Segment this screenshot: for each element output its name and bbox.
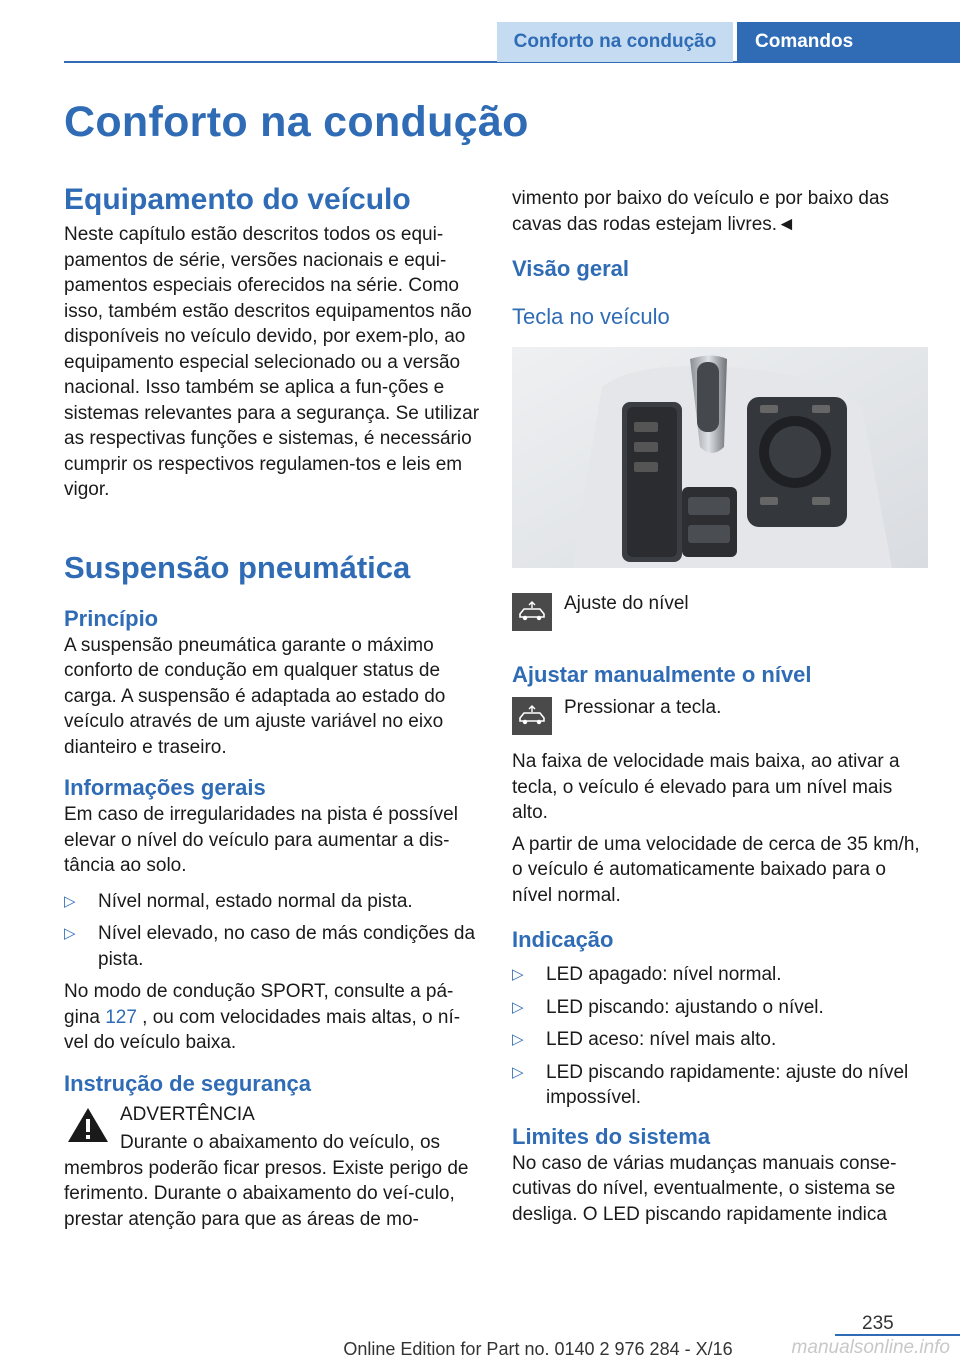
- caption-ajuste: Ajuste do nível: [564, 593, 689, 614]
- press-instruction: Pressionar a tecla.: [564, 697, 722, 718]
- list-item: ▷ Nível normal, estado normal da pista.: [64, 889, 480, 915]
- paragraph-principio: A suspensão pneumática garante o máximo conforto de condução em qualquer status de carga. A suspensão é adaptada ao estado do veículo através de um ajuste variável no eixo dianteiro e traseiro.: [64, 634, 446, 758]
- heading-equipamento: Equipamento do veículo: [64, 183, 411, 216]
- paragraph-equipamento: Neste capítulo estão descritos todos os equi-pamentos de série, versões nacionais e equi-pamentos especiais oferecidos na série. Como isso, também estão descritos equipamentos não disponíveis no veículo devido, por exem-plo, ao equipamento especial selecionado ou a versão nacional. Isso também se aplica a fun-ções e sistemas relevantes para a segurança. Se utilizar as respectivas funções e sistemas, é necessário cumprir os respectivos regulamen-tos e leis em vigor.: [64, 224, 480, 500]
- heading-suspensao: Suspensão pneumática: [64, 549, 411, 585]
- warning-title: ADVERTÊNCIA: [120, 1103, 255, 1125]
- press-row: [512, 695, 928, 735]
- right-column: [512, 182, 928, 1227]
- paragraph-informacoes: Em caso de irregularidades na pista é possível elevar o nível do veículo para aumentar a dis-tância ao solo.: [64, 804, 458, 876]
- paragraph-sport: No modo de condução SPORT, consulte a pá-gina 127 , ou com velocidades mais altas, o ní-vel do veículo baixa.: [64, 981, 461, 1053]
- paragraph-partir: A partir de uma velocidade de cerca de 35 km/h, o veículo é automaticamente baixado para o nível normal.: [512, 833, 920, 906]
- header-section-tab[interactable]: Conforto na condução: [497, 22, 733, 62]
- footer-rule: [835, 1334, 960, 1336]
- paragraph-faixa: Na faixa de velocidade mais baixa, ao ativar a tecla, o veículo é elevado para um nível mais alto.: [512, 751, 900, 823]
- heading-limites: Limites do sistema: [512, 1123, 711, 1149]
- left-column: [64, 182, 480, 1232]
- heading-tecla: Tecla no veículo: [512, 304, 670, 329]
- triangle-bullet-icon: ▷: [64, 925, 76, 942]
- bullet-list-niveis: [64, 889, 480, 973]
- warning-text-first: Durante o abaixamento do veículo, os: [120, 1132, 441, 1153]
- list-item: ▷ LED apagado: nível normal.: [512, 962, 928, 988]
- heading-visao-geral: Visão geral: [512, 256, 629, 281]
- edition-text: Online Edition for Part no. 0140 2 976 284 - X/16: [343, 1339, 733, 1359]
- page-title: Conforto na condução: [64, 98, 529, 146]
- heading-principio: Princípio: [64, 605, 159, 631]
- bullet-list-led: [512, 962, 928, 1111]
- level-adjust-icon: [512, 593, 552, 631]
- caption-row: [512, 591, 928, 631]
- paragraph-continuacao: vimento por baixo do veículo e por baixo das cavas das rodas estejam livres.◄: [512, 188, 890, 235]
- triangle-bullet-icon: ▷: [512, 966, 524, 983]
- warning-text: membros poderão ficar presos. Existe perigo de ferimento. Durante o abaixamento do veí-culo, prestar atenção para que as áreas de mo-: [64, 1157, 469, 1230]
- page-link-127[interactable]: 127: [105, 1006, 137, 1028]
- warning-block: [64, 1102, 480, 1156]
- page-number: 235: [862, 1313, 894, 1334]
- heading-ajustar: Ajustar manualmente o nível: [512, 662, 812, 687]
- warning-triangle-icon: [66, 1106, 110, 1144]
- center-console-photo: [512, 347, 928, 568]
- triangle-bullet-icon: ▷: [512, 998, 524, 1016]
- triangle-bullet-icon: ▷: [512, 1031, 524, 1048]
- page-header: [0, 22, 960, 62]
- header-chapter-tab[interactable]: Comandos: [737, 22, 960, 62]
- triangle-bullet-icon: ▷: [64, 892, 76, 910]
- list-item: ▷ LED piscando rapidamente: ajuste do nível impossível.: [512, 1061, 909, 1108]
- heading-indicacao: Indicação: [512, 927, 614, 952]
- list-item: ▷ LED aceso: nível mais alto.: [512, 1027, 928, 1053]
- level-adjust-icon: [512, 697, 552, 735]
- list-item: ▷ Nível elevado, no caso de más condições da pista.: [64, 923, 476, 970]
- list-item: ▷ LED piscando: ajustando o nível.: [512, 995, 928, 1021]
- watermark: manualsonline.info: [791, 1337, 950, 1358]
- heading-informacoes: Informações gerais: [64, 775, 266, 800]
- heading-seguranca: Instrução de segurança: [64, 1070, 311, 1096]
- paragraph-limites: No caso de várias mudanças manuais conse-cutivas do nível, eventualmente, o sistema se desliga. O LED piscando rapidamente indica: [512, 1152, 897, 1225]
- triangle-bullet-icon: ▷: [512, 1063, 524, 1081]
